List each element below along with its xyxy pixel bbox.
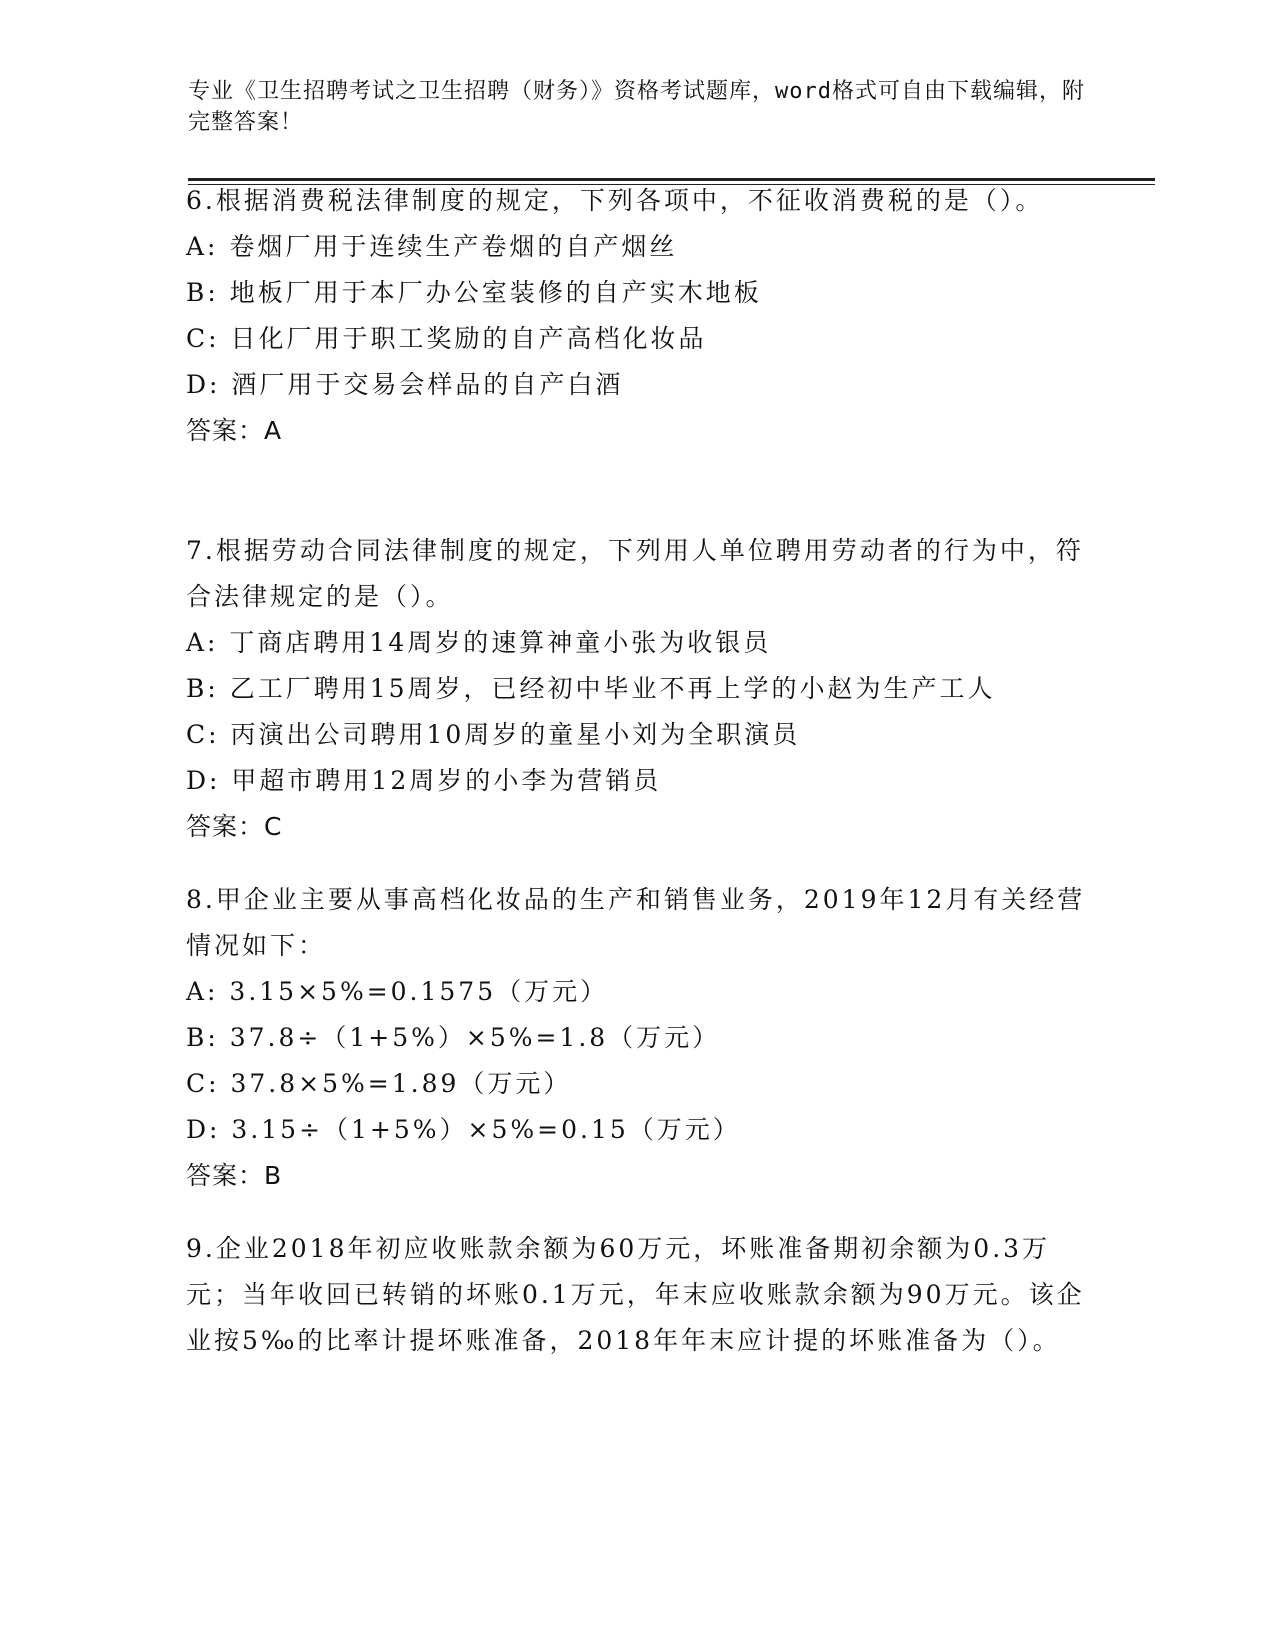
question-7 [186, 528, 1086, 850]
question-stem: 6.根据消费税法律制度的规定，下列各项中，不征收消费税的是（）。 [186, 186, 1044, 215]
question-8 [186, 877, 1086, 1199]
question-stem: 9.企业2018年初应收账款余额为60万元，坏账准备期初余额为0.3万元；当年收回已转销的坏账0.1万元，年末应收账款余额为90万元。该企业按5‰的比率计提坏账准备，2018年年末应计提的坏账准备为（）。 [186, 1234, 1085, 1355]
option-d: D: 3.15÷（1+5%）×5%=0.15（万元） [186, 1115, 741, 1144]
option-a: A: 卷烟厂用于连续生产卷烟的自产烟丝 [186, 232, 678, 261]
question-6 [186, 178, 1086, 454]
option-d: D: 酒厂用于交易会样品的自产白酒 [186, 370, 624, 399]
option-c: C: 日化厂用于职工奖励的自产高档化妆品 [186, 324, 707, 353]
option-a: A: 3.15×5%=0.1575（万元） [186, 977, 609, 1006]
answer-text: 答案：C [186, 812, 283, 841]
question-stem: 8.甲企业主要从事高档化妆品的生产和销售业务，2019年12月有关经营情况如下： [186, 885, 1086, 960]
option-c: C: 丙演出公司聘用10周岁的童星小刘为全职演员 [186, 720, 801, 749]
question-stem: 7.根据劳动合同法律制度的规定，下列用人单位聘用劳动者的行为中，符合法律规定的是（）。 [186, 536, 1084, 611]
document-header: 专业《卫生招聘考试之卫生招聘（财务）》资格考试题库，word格式可自由下载编辑，附完整答案！ [188, 79, 1085, 135]
option-a: A: 丁商店聘用14周岁的速算神童小张为收银员 [186, 628, 772, 657]
option-b: B: 37.8÷（1+5%）×5%=1.8（万元） [186, 1023, 721, 1052]
answer-text: 答案：B [186, 1161, 283, 1190]
answer-text: 答案：A [186, 416, 283, 445]
question-9 [186, 1226, 1086, 1364]
option-b: B: 乙工厂聘用15周岁，已经初中毕业不再上学的小赵为生产工人 [186, 674, 996, 703]
option-d: D: 甲超市聘用12周岁的小李为营销员 [186, 766, 662, 795]
option-c: C: 37.8×5%=1.89（万元） [186, 1069, 572, 1098]
option-b: B: 地板厂用于本厂办公室装修的自产实木地板 [186, 278, 762, 307]
